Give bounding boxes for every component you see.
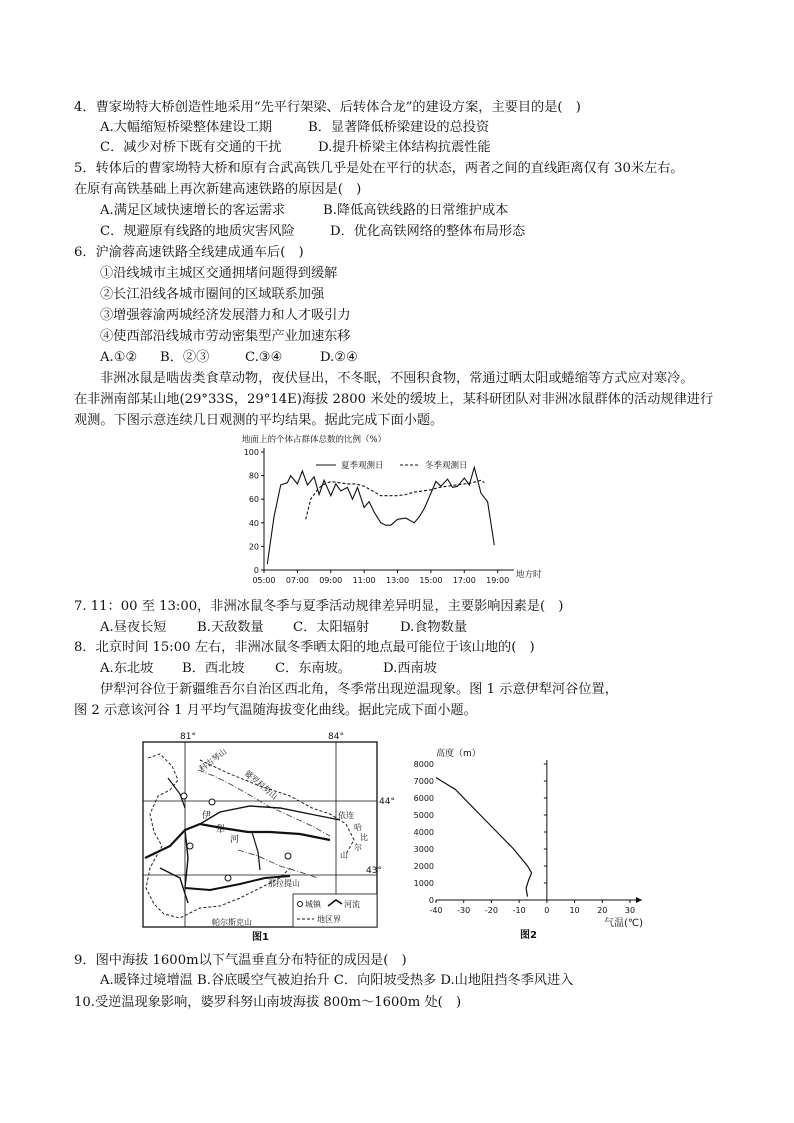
q8-option-b: B．西北坡 xyxy=(182,661,245,676)
kunes-river xyxy=(200,806,340,824)
chart1-y-tick-label: 0 xyxy=(253,566,259,575)
label-er: 尔 xyxy=(354,843,362,852)
map-lat1: 44° xyxy=(379,797,395,807)
q7-option-d: D.食物数量 xyxy=(400,620,468,635)
region-border xyxy=(146,754,290,918)
q4-option-a: A.大幅缩短桥梁整体建设工期 xyxy=(100,120,272,135)
chart1-x-tick-label: 19:00 xyxy=(486,576,510,585)
q8-option-a: A.东北坡 xyxy=(100,661,154,676)
chart2-x-tick-label: 0 xyxy=(544,906,550,915)
map-lon2: 84° xyxy=(328,732,344,742)
chart1-x-tick-label: 07:00 xyxy=(285,576,309,585)
q5-option-c: C．规避原有线路的地质灾害风险 xyxy=(100,224,295,239)
chart1-xlabel: 地方时 xyxy=(516,570,542,580)
town-marker xyxy=(181,793,187,799)
label-kegusqin: 科古琴山 xyxy=(197,746,229,774)
chart1-y-tick-label: 60 xyxy=(248,495,259,505)
q5-option-b: B.降低高铁线路的日常维护成本 xyxy=(323,203,509,218)
chart2-y-tick-label: 5000 xyxy=(413,811,434,820)
passage1-line1: 非洲冰鼠是啮齿类食草动物，夜伏昼出，不冬眠，不囤积食物，常通过晒太阳或蜷缩等方式应对寒冷。 xyxy=(100,371,694,386)
chart2-x-tick-label: 30 xyxy=(624,906,636,915)
town-marker xyxy=(209,799,215,805)
q7-stem: 7. 11：00 至 13:00，非洲冰鼠冬季与夏季活动规律差异明显，主要影响因素是( ) xyxy=(74,599,564,614)
q5-option-d: D．优化高铁网络的整体布局形态 xyxy=(330,224,526,239)
label-bi: 比 xyxy=(360,833,368,842)
region-border-2 xyxy=(200,760,354,854)
q4-option-c: C．减少对桥下既有交通的干扰 xyxy=(100,140,282,155)
q6-option-b: B．②③ xyxy=(160,350,210,365)
tributary-1 xyxy=(185,830,188,888)
q10-stem: 10.受逆温现象影响，婆罗科努山南坡海拔 800m～1600m 处( ) xyxy=(74,995,462,1010)
q7-option-c: C．太阳辐射 xyxy=(293,620,370,635)
chart1-y-tick-label: 20 xyxy=(248,542,259,552)
q9-stem: 9．图中海拔 1600m以下气温垂直分布特征的成因是( ) xyxy=(74,953,407,968)
q8-option-d: D.西南坡 xyxy=(383,661,437,676)
q8-option-c: C．东南坡。 xyxy=(275,661,352,676)
chart1-x-tick-label: 11:00 xyxy=(352,576,376,585)
q8-stem: 8．北京时间 15:00 左右，非洲冰鼠冬季晒太阳的地点最可能位于该山地的( ) xyxy=(74,640,535,655)
q4-option-d: D.提升桥梁主体结构抗震性能 xyxy=(318,140,491,155)
label-nalati: 那拉提山 xyxy=(268,879,300,888)
town-marker xyxy=(225,875,231,881)
chart2-x-arrow xyxy=(636,897,642,903)
q5-stem-line1: 5．转体后的曹家坳特大桥和原有合武高铁几乎是处在平行的状态，两者之间的直线距离仅有 30米左右。 xyxy=(74,161,684,176)
label-li: 犁 xyxy=(216,825,226,835)
map-lon1: 81° xyxy=(180,732,196,742)
mountain-ridge-south xyxy=(238,850,318,878)
q5-stem-line2: 在原有高铁基础上再次新建高速铁路的原因是( ) xyxy=(74,182,362,197)
label-shan: 山 xyxy=(340,851,348,860)
chart2-y-tick-label: 8000 xyxy=(413,760,434,769)
chart2-y-tick-label: 3000 xyxy=(413,845,434,854)
label-yi: 伊 xyxy=(202,811,212,821)
map-lat2: 43° xyxy=(366,866,382,876)
q4-stem: 4．曹家坳特大桥创造性地采用“先平行架梁、后转体合龙”的建设方案，主要目的是( ) xyxy=(74,100,581,115)
label-pamir: 帕尔斯克山 xyxy=(212,918,252,927)
tributary-2 xyxy=(160,868,188,903)
q6-item-2: ②长江沿线各城市圈间的区域联系加强 xyxy=(100,287,325,302)
town-marker xyxy=(187,843,193,849)
map-caption: 图1 xyxy=(252,932,269,943)
chart2-x-tick-label: 10 xyxy=(569,906,580,915)
legend-summer-label: 夏季观测日 xyxy=(341,461,384,471)
chart2-y-tick-label: 1000 xyxy=(413,879,434,888)
temperature-profile-line xyxy=(436,778,532,897)
chart1-y-tick-label: 100 xyxy=(243,448,259,457)
q4-option-b: B．显著降低桥梁建设的总投资 xyxy=(308,120,490,135)
q6-option-c: C.③④ xyxy=(245,350,283,365)
chart1-x-tick-label: 13:00 xyxy=(385,576,410,585)
chart1-title: 地面上的个体占群体总数的比例（%） xyxy=(242,435,387,445)
label-ha: 哈 xyxy=(354,823,362,832)
chart1-y-tick-label: 40 xyxy=(248,518,259,528)
q9-options: A.暖锋过境增温 B.谷底暖空气被迫抬升 C．向阳坡受热多 D.山地阻挡冬季风进入 xyxy=(100,973,574,988)
legend-winter-label: 冬季观测日 xyxy=(425,461,468,471)
label-he: 河 xyxy=(230,835,240,845)
q6-item-4: ④使西部沿线城市劳动密集型产业加速东移 xyxy=(100,329,351,344)
chart2-x-tick-label: -40 xyxy=(429,906,443,915)
q6-stem: 6．沪渝蓉高速铁路全线建成通车后( ) xyxy=(74,245,304,260)
yili-valley-map xyxy=(140,728,395,943)
chart2-y-tick-label: 4000 xyxy=(413,828,434,837)
q5-option-a: A.满足区域快速增长的客运需求 xyxy=(100,203,286,218)
passage2-line1: 伊犁河谷位于新疆维吾尔自治区西北角，冬季常出现逆温现象。图 1 示意伊犁河谷位置， xyxy=(100,682,618,697)
activity-line-chart xyxy=(238,430,558,598)
legend-town-icon xyxy=(298,902,303,907)
q7-option-b: B.天敌数量 xyxy=(197,620,264,635)
temperature-altitude-chart xyxy=(400,742,670,942)
chart2-ylabel: 高度（m） xyxy=(436,749,481,759)
chart1-x-tick-label: 17:00 xyxy=(452,576,476,585)
passage1-line3: 观测。下图示意连续几日观测的平均结果。据此完成下面小题。 xyxy=(74,413,444,428)
chart1-x-tick-label: 05:00 xyxy=(252,576,276,585)
q6-option-a: A.①② xyxy=(100,350,138,365)
legend-town-label: 城镇 xyxy=(305,900,321,909)
legend-border-label: 地区界 xyxy=(317,915,341,924)
tributary-3 xyxy=(252,832,260,870)
label-yilian: 依连 xyxy=(338,811,354,820)
chart2-caption: 图2 xyxy=(520,930,537,941)
chart2-y-tick-label: 7000 xyxy=(413,777,434,786)
q7-option-a: A.昼夜长短 xyxy=(100,620,167,635)
passage2-line2: 图 2 示意该河谷 1 月平均气温随海拔变化曲线。据此完成下面小题。 xyxy=(74,703,477,718)
legend-river-label: 河流 xyxy=(344,900,360,909)
q6-item-1: ①沿线城市主城区交通拥堵问题得到缓解 xyxy=(100,266,338,281)
chart2-y-tick-label: 0 xyxy=(428,896,434,905)
q6-item-3: ③增强蓉渝两城经济发展潜力和人才吸引力 xyxy=(100,308,351,323)
chart2-x-tick-label: -20 xyxy=(484,906,498,915)
chart1-x-tick-label: 15:00 xyxy=(419,576,443,585)
label-poluo: 婆罗科努山 xyxy=(242,768,280,802)
summer-series-line xyxy=(267,467,494,564)
chart2-x-tick-label: -10 xyxy=(512,906,526,915)
chart2-x-tick-label: 20 xyxy=(597,906,608,915)
chart1-y-tick-label: 80 xyxy=(248,471,259,481)
town-marker xyxy=(285,853,291,859)
chart2-xlabel: 气温(℃) xyxy=(604,918,644,929)
q6-option-d: D.②④ xyxy=(320,350,358,365)
chart1-x-tick-label: 09:00 xyxy=(319,576,343,585)
chart2-y-tick-label: 2000 xyxy=(413,862,434,871)
chart2-y-tick-label: 6000 xyxy=(413,794,434,803)
chart2-x-tick-label: -30 xyxy=(457,906,471,915)
passage1-line2: 在非洲南部某山地(29°33S，29°14E)海拔 2800 米处的缓坡上，某科研团队对非洲冰鼠群体的活动规律进行 xyxy=(74,392,714,407)
